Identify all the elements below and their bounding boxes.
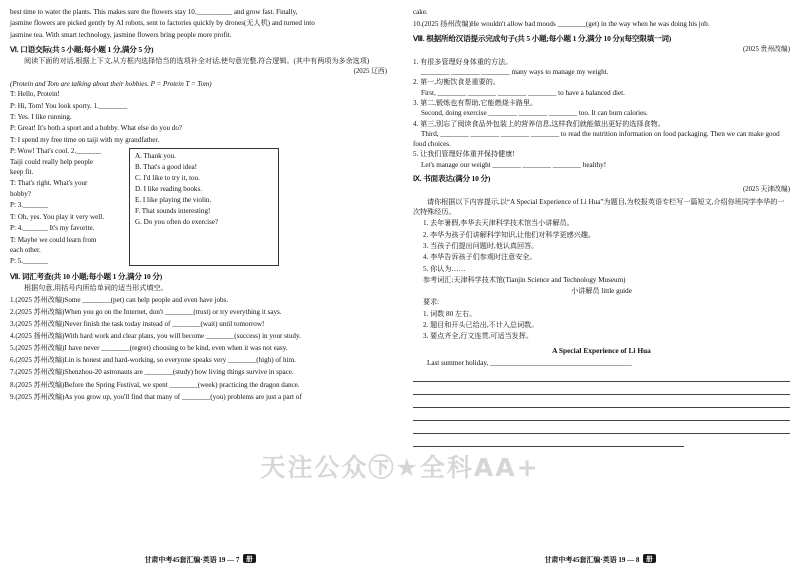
- dialogue-line: T: That's right. What's your hobby?: [10, 179, 88, 198]
- dialogue-line: P: Great! It's both a sport and a hobby. What else do you do?: [10, 124, 183, 133]
- dialogue-line: P: Hi, Tom! You look sporty. 1.________: [10, 101, 128, 110]
- essay-start-line[interactable]: Last summer holiday, ________________________________________: [427, 359, 632, 368]
- essay-title: A Special Experience of Li Hua: [552, 345, 651, 355]
- dialogue-with-options: [10, 146, 387, 267]
- footer-left: [0, 554, 400, 565]
- vocab-item[interactable]: 1.(2025 苏州改编)Some ________(pet) can help people and even have jobs.: [10, 295, 229, 304]
- option-item[interactable]: C. I'd like to try it, too.: [135, 174, 200, 183]
- essay-write-line[interactable]: [413, 385, 790, 395]
- translation-en[interactable]: Let's manage our weight ________ ________ ________ healthy!: [421, 160, 607, 169]
- writing-point: 5. 你认为……: [423, 264, 466, 273]
- translation-item: [413, 77, 790, 98]
- vocab-item[interactable]: 2.(2025 苏州改编)When you go on the Internet, don't ________(trust) or try everything it says.: [10, 307, 282, 316]
- dialogue-speakers: (Protein and Tom are talking about their hobbies. P = Protein T = Tom): [10, 79, 212, 88]
- section-8-title: Ⅷ. 根据所给汉语提示完成句子(共 5 小题;每小题 1 分,满分 10 分)(每空限填一词): [413, 34, 672, 44]
- left-column: [10, 8, 400, 569]
- translation-cn: 4. 第三,别忘了阅读食品外包装上的营养信息,这样我们就能做出更好的选择食物。: [413, 119, 665, 128]
- dialogue-line: P: Wow! That's cool. 2._______ Taiji could really help people keep fit.: [10, 147, 102, 176]
- section-8-source: (2025 贵州改编): [742, 46, 790, 54]
- translation-cn: 1. 有很多管理好身体重的方法。: [413, 57, 513, 66]
- dialogue-left-lines: [10, 146, 105, 267]
- footer-right-page: 19 — 8: [618, 556, 640, 564]
- translation-item: [413, 98, 790, 119]
- translation-cn: 3. 第二,锻炼也有帮助,它能燃烧卡路里。: [413, 99, 538, 108]
- dialogue-option-box: [129, 148, 279, 265]
- vocab-item[interactable]: 5.(2025 苏州改编)I have never ________(regret) choosing to be kind, even when it was not easy.: [10, 344, 288, 353]
- translation-en[interactable]: First, ________ ________ ________ ________ to have a balanced diet.: [421, 88, 625, 97]
- dialogue-line: T: Maybe we could learn from each other.: [10, 235, 97, 254]
- vocab-item[interactable]: 6.(2025 苏州改编)Lin is honest and hard-working, so everyone speaks very ________(high) of him.: [10, 356, 296, 365]
- requirements-title: 要求:: [423, 298, 440, 307]
- translation-cn: 2. 第一,均衡饮食是重要的。: [413, 78, 500, 87]
- section-9-source: (2025 天津改编): [742, 186, 790, 193]
- footer-badge-icon: 册: [243, 554, 256, 563]
- continued-word: cake.: [413, 8, 428, 16]
- writing-point: 3. 当孩子们提出问题时,他认真回答。: [423, 241, 539, 250]
- section-9-title: Ⅸ. 书面表达(满分 10 分): [413, 174, 491, 183]
- dialogue-line: T: Oh, yes. You play it very well.: [10, 212, 105, 221]
- translation-item: [413, 57, 790, 78]
- translation-en[interactable]: Third, ________ ________ ________ ________ to read the nutrition information on food packaging. Then we can make good food choices.: [413, 129, 780, 149]
- essay-write-line[interactable]: [413, 437, 684, 447]
- footer-right-text: 甘肃中考45套汇编·英语: [544, 556, 617, 564]
- essay-write-line[interactable]: [413, 424, 790, 434]
- section-7-desc: 根据句意,用括号内所给单词的适当形式填空。: [24, 283, 168, 292]
- essay-write-line[interactable]: [413, 372, 790, 382]
- writing-point: 2. 李华为孩子们讲解科学知识,让他们对科学更感兴趣。: [423, 230, 596, 239]
- footer-left-page: 19 — 7: [218, 556, 240, 564]
- option-item[interactable]: E. I like playing the violin.: [135, 196, 212, 205]
- reference-vocab-label: 参考词汇:天津科学技术馆(Tianjin Science and Technology Museum): [423, 275, 626, 284]
- dialogue-line: P: 5._______: [10, 257, 48, 266]
- dialogue-line: T: I spend my free time on taiji with my grandfather.: [10, 135, 160, 144]
- vocab-item[interactable]: 8.(2025 苏州改编)Before the Spring Festival, we spent ________(week) practicing the dragon dance.: [10, 380, 300, 389]
- section-6-title: Ⅵ. 口语交际(共 5 小题;每小题 1 分,满分 5 分): [10, 44, 154, 54]
- vocab-item[interactable]: 3.(2025 苏州改编)Never finish the task today instead of ________(wait) until tomorrow!: [10, 319, 265, 328]
- reference-vocab-word: 小讲解员 little guide: [571, 287, 632, 296]
- translation-en[interactable]: ________ ________ ________ many ways to manage my weight.: [421, 68, 609, 77]
- dialogue-line: P: 4._______ It's my favorite.: [10, 224, 95, 233]
- translation-item: [413, 119, 790, 150]
- writing-point: 1. 去年暑假,李华去天津科学技术馆当小讲解员。: [423, 219, 574, 228]
- watermark: 天注公众㊦★全科AA+: [260, 453, 540, 482]
- intro-line-3: jasmine tea. With smart technology, jasmine flowers bring people more profit.: [10, 30, 232, 39]
- translation-en[interactable]: Second, doing exercise ________ ________ ________ too. It can burn calories.: [421, 109, 648, 118]
- option-item[interactable]: B. That's a good idea!: [135, 163, 198, 172]
- dialogue-line: T: Hello, Protein!: [10, 90, 60, 99]
- section-9-desc: 请你根据以下内容提示,以“A Special Experience of Li Hua”为题目,为校报英语专栏写一篇短文,介绍你班同学李华的一次特殊经历。: [413, 197, 785, 217]
- vocab-item[interactable]: 7.(2025 苏州改编)Shenzhou-20 astronauts are ________(study) how living things survive in space.: [10, 368, 294, 377]
- footer-right: [400, 554, 800, 565]
- dialogue-line: P: 3._______: [10, 201, 48, 210]
- option-item[interactable]: A. Thank you.: [135, 152, 176, 161]
- option-item[interactable]: F. That sounds interesting!: [135, 207, 211, 216]
- option-item[interactable]: G. Do you often do exercise?: [135, 218, 219, 227]
- translation-item: [413, 149, 790, 170]
- intro-line-1: best time to water the plants. This makes sure the flowers stay 10.__________ and grow fast. Finally,: [10, 8, 298, 16]
- section-7-title: Ⅶ. 词汇考查(共 10 小题;每小题 1 分,满分 10 分): [10, 271, 163, 281]
- right-column: [400, 8, 790, 569]
- requirement-item: 3. 要点齐全,行文连贯,可适当发挥。: [423, 332, 533, 341]
- writing-point: 4. 李华告诉孩子们参观时注意安全。: [423, 253, 537, 262]
- translation-cn: 5. 让我们管理好体重并保持健康!: [413, 150, 515, 159]
- vocab-item[interactable]: 9.(2025 苏州改编)As you grow up, you'll find that many of ________(you) problems are just a part of: [10, 392, 302, 401]
- footer-badge-icon: 册: [643, 554, 656, 563]
- vocab-item-10[interactable]: 10.(2025 扬州改编)He wouldn't allow bad moods ________(get) in the way when he was doing his job.: [413, 20, 710, 29]
- requirement-item: 2. 题目和开头已给出,不计入总词数。: [423, 320, 539, 329]
- essay-write-line[interactable]: [413, 411, 790, 421]
- vocab-item[interactable]: 4.(2025 扬州改编)With hard work and clear plans, you will become ________(success) in your study.: [10, 331, 301, 340]
- footer-left-text: 甘肃中考45套汇编·英语: [144, 556, 217, 564]
- essay-write-line[interactable]: [413, 398, 790, 408]
- requirement-item: 1. 词数 80 左右。: [423, 309, 477, 318]
- section-6-source: (2025 辽西): [353, 68, 387, 76]
- intro-line-2: jasmine flowers are picked gently by AI robots, sent to factories quickly by drones(无人机) and turned into: [10, 19, 315, 28]
- section-6-desc: 阅读下面的对话,根据上下文,从方框内选择恰当的选项补全对话,使句意完整,符合逻辑。(其中有两项为多余选项): [24, 56, 370, 65]
- dialogue-line: T: Yes. I like running.: [10, 112, 72, 121]
- option-item[interactable]: D. I like reading books.: [135, 185, 202, 194]
